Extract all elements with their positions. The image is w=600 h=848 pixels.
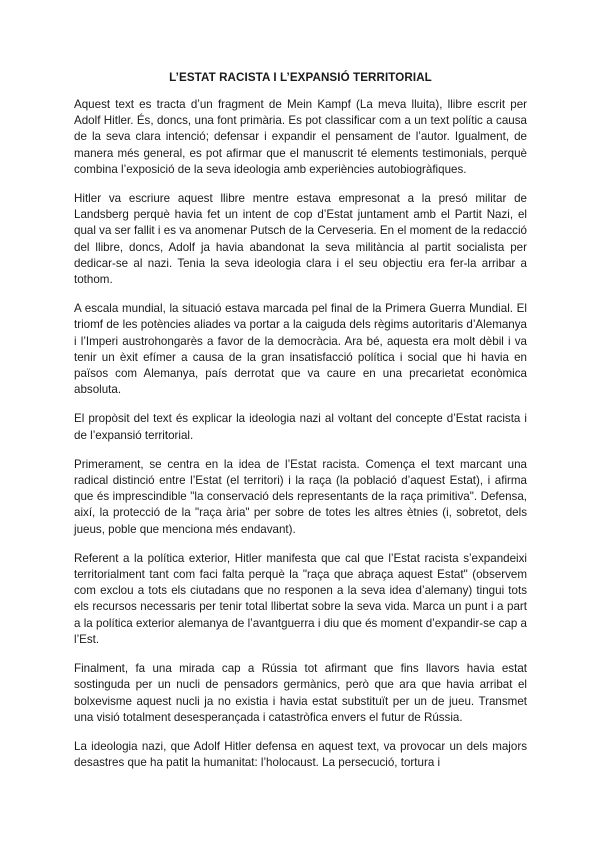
- paragraph-context-author: Hitler va escriure aquest llibre mentre estava empresonat a la presó militar de Landsberg perquè havia fet un intent de cop d’Estat juntament amb el Partit Nazi, el qual va ser fallit i es va anomenar Putsch de la Cerveseria. En el moment de la redacció del llibre, doncs, Adolf ja havia abandonat la seva militància al partit socialista per dedicar-se al nazi. Tenia la seva ideologia clara i el seu objectiu era fer-la arribar a tothom.: [74, 192, 527, 287]
- paragraph-purpose: El propòsit del text és explicar la ideologia nazi al voltant del concepte d’Estat racista i de l’expansió territorial.: [74, 412, 527, 442]
- paragraph-consequences: La ideologia nazi, que Adolf Hitler defensa en aquest text, va provocar un dels majors desastres que ha patit la humanitat: l’holocaust. La persecució, tortura i: [74, 739, 527, 770]
- paragraph-foreign-policy: Referent a la política exterior, Hitler manifesta que cal que l’Estat racista s’expandeixi territorialment tant com faci falta perquè la "raça que abraça aquest Estat" (observem com exclou a tots els ciutadans que no responen a la seva idea d’alemany) tingui tots els recursos necessaris per tenir total llibertat sobre la seva vida. Marca un punt i a part a la política exterior alemanya de l’avantguerra i diu que és moment d’expandir-se cap a l’Est.: [74, 551, 527, 646]
- document-page: [74, 70, 527, 784]
- paragraph-russia: Finalment, fa una mirada cap a Rússia tot afirmant que fins llavors havia estat sostinguda per un nucli de pensadors germànics, però que ara que havia arribat el bolxevisme aquest nucli ja no existia i havia estat substituït per un de jueu. Transmet una visió totalment desesperançada i catastròfica envers el futur de Rússia.: [74, 662, 527, 724]
- paragraph-introduction: Aquest text es tracta d’un fragment de Mein Kampf (La meva lluita), llibre escrit per Adolf Hitler. És, doncs, una font primària. Es pot classificar com a un text polític a causa de la seva clara intenció; defensar i expandir el pensament de l’autor. Igualment, de manera més general, es pot afirmar que el manuscrit té elements testimonials, perquè combina l’exposició de la seva ideologia amb experiències autobiogràfiques.: [74, 98, 527, 176]
- paragraph-context-world: A escala mundial, la situació estava marcada pel final de la Primera Guerra Mundial. El triomf de les potències aliades va portar a la caiguda dels règims autoritaris d’Alemanya i l’Imperi austrohongarès a favor de la democràcia. Ara bé, aquesta era molt dèbil i va tenir un èxit efímer a causa de la gran insatisfacció política i social que hi havia en països com Alemanya, país derrotat que va caure en una precarietat econòmica absoluta.: [74, 302, 527, 397]
- document-title: L’ESTAT RACISTA I L’EXPANSIÓ TERRITORIAL: [169, 71, 432, 84]
- paragraph-racist-state: Primerament, se centra en la idea de l’Estat racista. Comença el text marcant una radical distinció entre l’Estat (el territori) i la raça (la població d’aquest Estat), i afirma que és imprescindible "la conservació dels representants de la raça primitiva". Defensa, així, la protecció de la "raça ària" per sobre de totes les altres ètnies (i, sobretot, dels jueus, poble que menciona més endavant).: [74, 457, 527, 536]
